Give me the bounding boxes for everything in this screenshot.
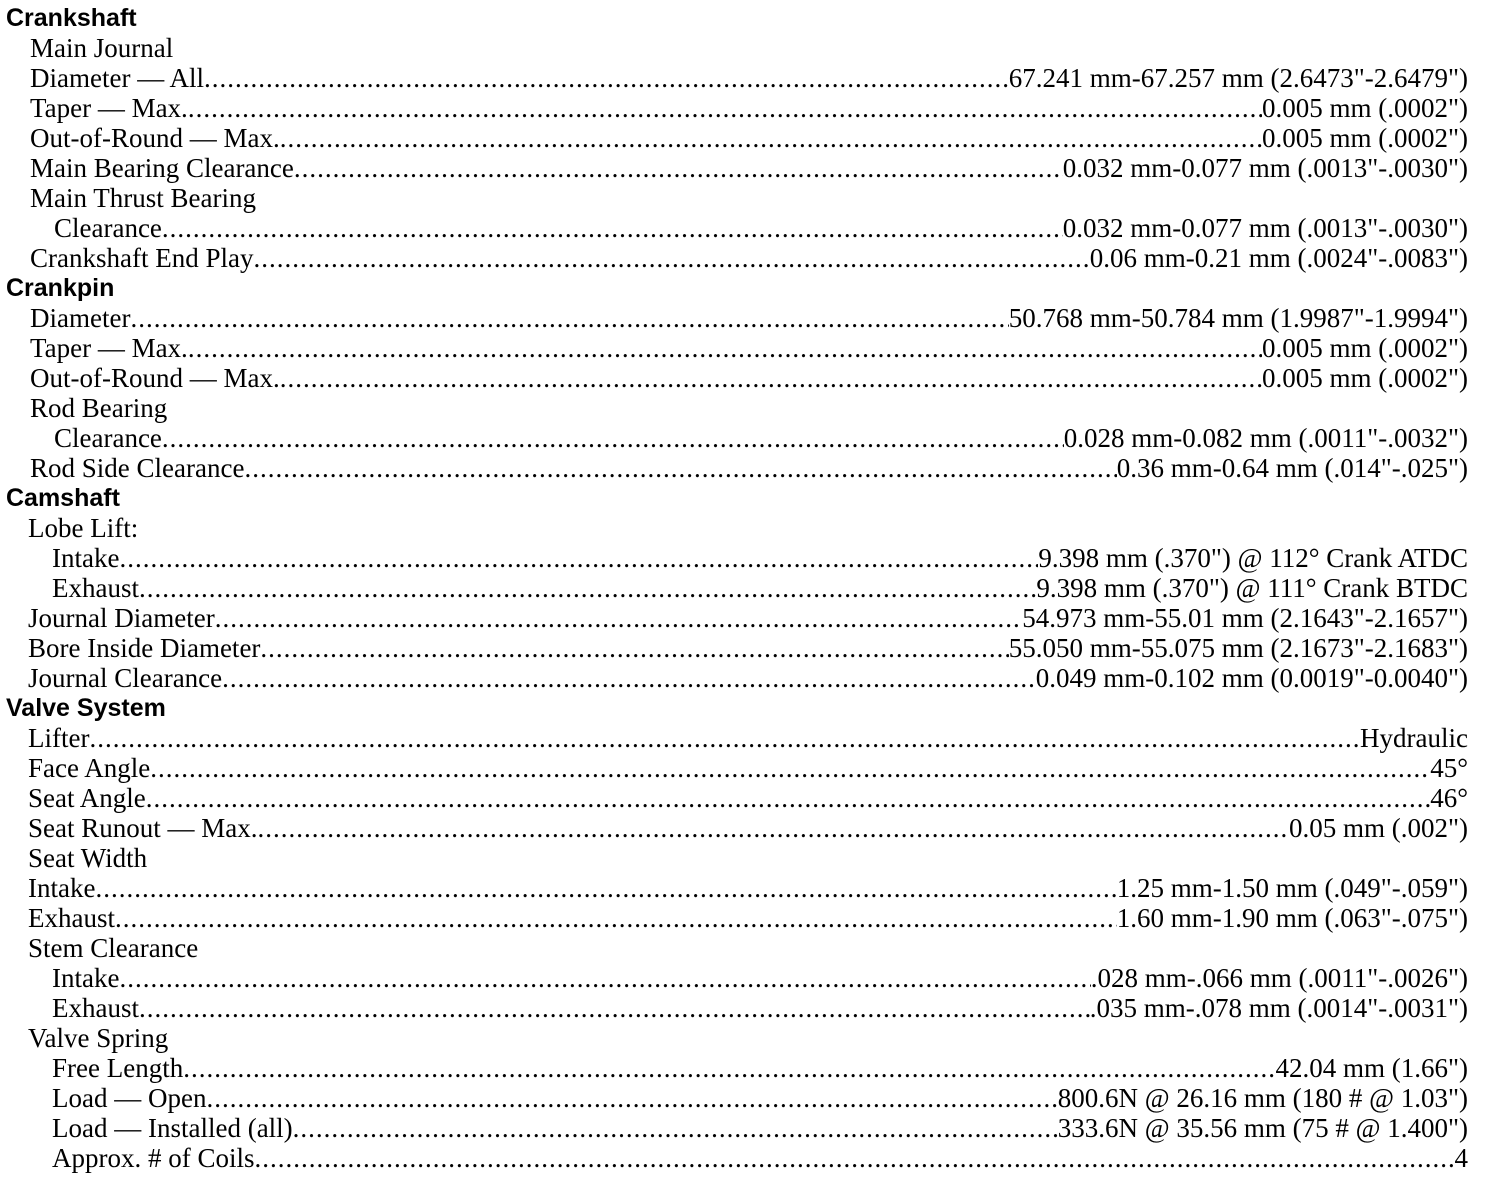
spec-row bbox=[6, 213, 1468, 243]
row-label: Crankshaft bbox=[6, 4, 137, 32]
row-label: Exhaust bbox=[28, 903, 115, 933]
dot-leader bbox=[150, 753, 1430, 783]
row-label: Main Thrust Bearing bbox=[30, 183, 256, 213]
spec-row bbox=[6, 93, 1468, 123]
row-value: 0.005 mm (.0002") bbox=[1261, 123, 1468, 153]
row-value: 0.005 mm (.0002") bbox=[1261, 333, 1468, 363]
row-value: .028 mm-.066 mm (.0011"-.0026") bbox=[1090, 963, 1468, 993]
row-value: 1.25 mm-1.50 mm (.049"-.059") bbox=[1116, 873, 1468, 903]
row-value: 9.398 mm (.370") @ 111° Crank BTDC bbox=[1036, 573, 1468, 603]
row-label: Taper — Max. bbox=[30, 333, 188, 363]
row-label: Exhaust bbox=[52, 993, 139, 1023]
row-label: Free Length bbox=[52, 1053, 184, 1083]
subsection-label bbox=[6, 393, 1468, 423]
spec-row bbox=[6, 573, 1468, 603]
dot-leader bbox=[115, 903, 1117, 933]
spec-row bbox=[6, 753, 1468, 783]
row-value: 0.032 mm-0.077 mm (.0013"-.0030") bbox=[1062, 213, 1468, 243]
dot-leader bbox=[139, 993, 1090, 1023]
subsection-label bbox=[6, 933, 1468, 963]
spec-row bbox=[6, 633, 1468, 663]
row-label: Camshaft bbox=[6, 484, 120, 512]
row-value: 0.06 mm-0.21 mm (.0024"-.0083") bbox=[1089, 243, 1468, 273]
dot-leader bbox=[260, 633, 1008, 663]
section-heading bbox=[6, 3, 1468, 33]
row-label: Out-of-Round — Max. bbox=[30, 363, 280, 393]
dot-leader bbox=[119, 543, 1038, 573]
row-value: 0.005 mm (.0002") bbox=[1261, 363, 1468, 393]
spec-row bbox=[6, 123, 1468, 153]
section-heading bbox=[6, 273, 1468, 303]
spec-row bbox=[6, 1143, 1468, 1173]
spec-row bbox=[6, 903, 1468, 933]
row-label: Valve System bbox=[6, 694, 166, 722]
row-label: Seat Angle bbox=[28, 783, 146, 813]
row-label: Rod Side Clearance bbox=[30, 453, 245, 483]
spec-row bbox=[6, 453, 1468, 483]
subsection-label bbox=[6, 843, 1468, 873]
row-value: 54.973 mm-55.01 mm (2.1643"-2.1657") bbox=[1022, 603, 1468, 633]
dot-leader bbox=[253, 243, 1089, 273]
row-value: 0.032 mm-0.077 mm (.0013"-.0030") bbox=[1062, 153, 1468, 183]
row-value: 50.768 mm-50.784 mm (1.9987"-1.9994") bbox=[1008, 303, 1468, 333]
row-label: Exhaust bbox=[52, 573, 139, 603]
spec-row bbox=[6, 1113, 1468, 1143]
row-label: Seat Runout — Max. bbox=[28, 813, 258, 843]
row-value: 9.398 mm (.370") @ 112° Crank ATDC bbox=[1038, 543, 1468, 573]
row-label: Clearance bbox=[54, 423, 162, 453]
spec-row bbox=[6, 243, 1468, 273]
spec-row bbox=[6, 1083, 1468, 1113]
section-heading bbox=[6, 483, 1468, 513]
dot-leader bbox=[146, 783, 1430, 813]
dot-leader bbox=[293, 1113, 1058, 1143]
row-label: Main Journal bbox=[30, 33, 174, 63]
dot-leader bbox=[183, 1053, 1275, 1083]
dot-leader bbox=[255, 1143, 1455, 1173]
dot-leader bbox=[244, 453, 1116, 483]
row-label: Taper — Max. bbox=[30, 93, 188, 123]
row-label: Seat Width bbox=[28, 843, 148, 873]
row-value: 67.241 mm-67.257 mm (2.6473"-2.6479") bbox=[1008, 63, 1468, 93]
row-value: 0.005 mm (.0002") bbox=[1261, 93, 1468, 123]
row-value: 333.6N @ 35.56 mm (75 # @ 1.400") bbox=[1057, 1113, 1468, 1143]
row-label: Valve Spring bbox=[28, 1023, 169, 1053]
spec-row bbox=[6, 153, 1468, 183]
row-label: Lobe Lift: bbox=[28, 513, 139, 543]
row-label: Intake bbox=[28, 873, 96, 903]
dot-leader bbox=[139, 573, 1036, 603]
row-value: 4 bbox=[1454, 1143, 1468, 1173]
row-label: Main Bearing Clearance bbox=[30, 153, 294, 183]
row-label: Diameter bbox=[30, 303, 131, 333]
dot-leader bbox=[162, 423, 1064, 453]
row-label: Intake bbox=[52, 963, 120, 993]
spec-row bbox=[6, 963, 1468, 993]
dot-leader bbox=[119, 963, 1090, 993]
dot-leader bbox=[89, 723, 1360, 753]
dot-leader bbox=[95, 873, 1116, 903]
spec-row bbox=[6, 873, 1468, 903]
row-label: Bore Inside Diameter bbox=[28, 633, 261, 663]
row-label: Lifter bbox=[28, 723, 90, 753]
row-value: 55.050 mm-55.075 mm (2.1673"-2.1683") bbox=[1008, 633, 1468, 663]
subsection-label bbox=[6, 33, 1468, 63]
row-label: Approx. # of Coils bbox=[52, 1143, 255, 1173]
row-value: 800.6N @ 26.16 mm (180 # @ 1.03") bbox=[1057, 1083, 1468, 1113]
row-label: Crankpin bbox=[6, 274, 115, 302]
dot-leader bbox=[188, 333, 1262, 363]
dot-leader bbox=[206, 1083, 1057, 1113]
row-label: Out-of-Round — Max. bbox=[30, 123, 280, 153]
dot-leader bbox=[294, 153, 1063, 183]
row-label: Stem Clearance bbox=[28, 933, 199, 963]
row-value: Hydraulic bbox=[1360, 723, 1468, 753]
spec-row bbox=[6, 993, 1468, 1023]
spec-document bbox=[6, 3, 1468, 1173]
row-label: Journal Clearance bbox=[28, 663, 223, 693]
row-label: Diameter — All bbox=[30, 63, 204, 93]
row-label: Load — Open bbox=[52, 1083, 207, 1113]
dot-leader bbox=[204, 63, 1009, 93]
spec-row bbox=[6, 63, 1468, 93]
spec-row bbox=[6, 363, 1468, 393]
spec-row bbox=[6, 423, 1468, 453]
row-value: 0.05 mm (.002") bbox=[1288, 813, 1468, 843]
subsection-label bbox=[6, 183, 1468, 213]
subsection-label bbox=[6, 1023, 1468, 1053]
row-value: 46° bbox=[1430, 783, 1468, 813]
row-label: Load — Installed (all) bbox=[52, 1113, 293, 1143]
dot-leader bbox=[222, 663, 1036, 693]
row-label: Rod Bearing bbox=[30, 393, 168, 423]
row-label: Crankshaft End Play bbox=[30, 243, 254, 273]
row-value: 0.36 mm-0.64 mm (.014"-.025") bbox=[1116, 453, 1468, 483]
row-value: 1.60 mm-1.90 mm (.063"-.075") bbox=[1116, 903, 1468, 933]
row-value: 42.04 mm (1.66") bbox=[1275, 1053, 1468, 1083]
dot-leader bbox=[258, 813, 1289, 843]
subsection-label bbox=[6, 513, 1468, 543]
row-value: .035 mm-.078 mm (.0014"-.0031") bbox=[1089, 993, 1468, 1023]
spec-row bbox=[6, 333, 1468, 363]
spec-row bbox=[6, 813, 1468, 843]
spec-row bbox=[6, 783, 1468, 813]
spec-row bbox=[6, 303, 1468, 333]
dot-leader bbox=[162, 213, 1063, 243]
row-value: 0.028 mm-0.082 mm (.0011"-.0032") bbox=[1063, 423, 1468, 453]
row-label: Clearance bbox=[54, 213, 162, 243]
spec-row bbox=[6, 723, 1468, 753]
dot-leader bbox=[130, 303, 1008, 333]
row-label: Face Angle bbox=[28, 753, 151, 783]
row-value: 45° bbox=[1430, 753, 1468, 783]
spec-row bbox=[6, 663, 1468, 693]
row-value: 0.049 mm-0.102 mm (0.0019"-0.0040") bbox=[1035, 663, 1468, 693]
spec-row bbox=[6, 1053, 1468, 1083]
spec-row bbox=[6, 543, 1468, 573]
row-label: Intake bbox=[52, 543, 120, 573]
dot-leader bbox=[215, 603, 1023, 633]
row-label: Journal Diameter bbox=[28, 603, 215, 633]
dot-leader bbox=[280, 123, 1262, 153]
section-heading bbox=[6, 693, 1468, 723]
dot-leader bbox=[188, 93, 1262, 123]
dot-leader bbox=[280, 363, 1262, 393]
spec-row bbox=[6, 603, 1468, 633]
